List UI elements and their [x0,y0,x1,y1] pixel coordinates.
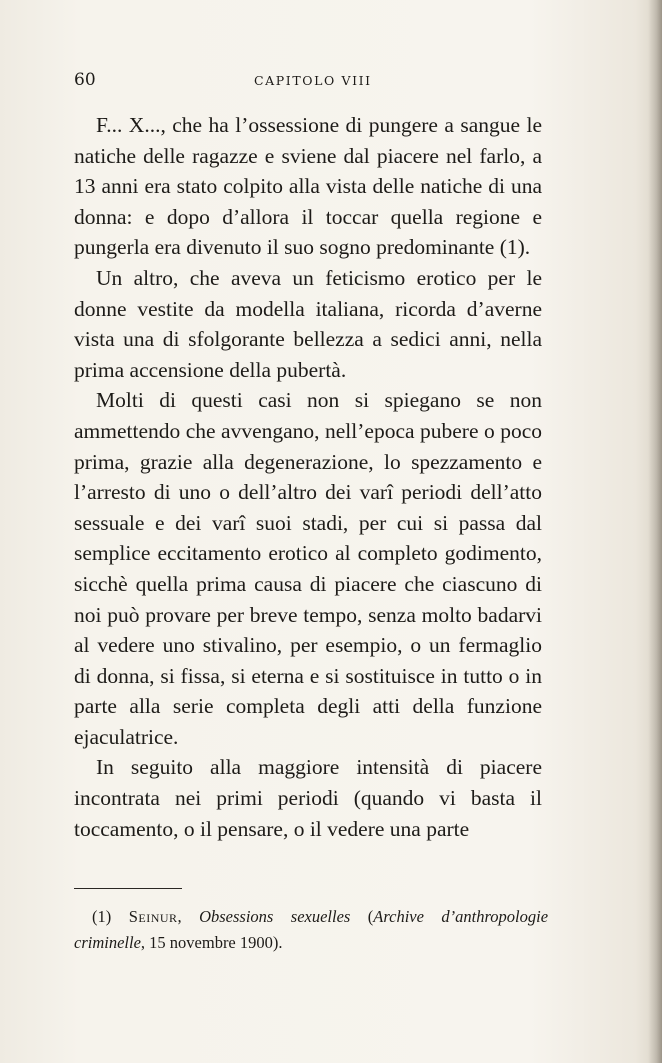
footnote [74,904,548,956]
page-edge-shadow [648,0,662,1063]
paragraph: Un altro, che aveva un feticismo erotico per le donne vestite da modella italiana, ricorda d’averne vista una di sfolgorante bellezza a sedici anni, nella prima accensione della pubertà. [74,265,542,382]
footnote-title: Obsessions sexuelles [199,907,351,926]
page-header [74,70,544,94]
footnote-date: , 15 novembre 1900). [140,933,283,952]
paragraph: F... X..., che ha l’ossessione di pungere a sangue le natiche delle ragazze e sviene dal piacere nel farlo, a 13 anni era stato colpito alla vista delle natiche di una donna: e dopo d’allora il toccar quella regione e pungerla era divenuto il suo sogno predominante (1). [74,113,542,260]
footnote-separator: , [177,907,200,926]
body-text [74,110,542,844]
footnote-marker: (1) [92,907,112,926]
footnote-author: Seinur [128,907,178,926]
paragraph: In seguito alla maggiore intensità di piacere incontrata nei primi periodi (quando vi basta il toccamento, o il pensare, o il vedere una parte [74,755,542,841]
running-head: CAPITOLO VIII [254,73,372,88]
footnote-journal: Archive d’anthropologie criminelle [74,907,549,952]
footnote-separator: ( [350,907,374,926]
page-number: 60 [74,70,96,90]
footnote-rule [74,888,182,889]
paragraph: Molti di questi casi non si spiegano se non ammettendo che avvengano, nell’epoca pubere o poco prima, grazie alla degenerazione, lo spezzamento e l’arresto di uno o dell’altro dei varî periodi dell’atto sessuale e dei varî suoi stadi, per cui si passa dal semplice eccitamento erotico al completo godimento, sicchè quella prima causa di piacere che ciascuno di noi può provare per breve tempo, senza molto badarvi al vedere uno stivalino, per esempio, o un fermaglio di donna, si fissa, si eterna e si sostituisce in tutto o in parte alla serie completa degli atti della funzione ejaculatrice. [74,388,542,749]
